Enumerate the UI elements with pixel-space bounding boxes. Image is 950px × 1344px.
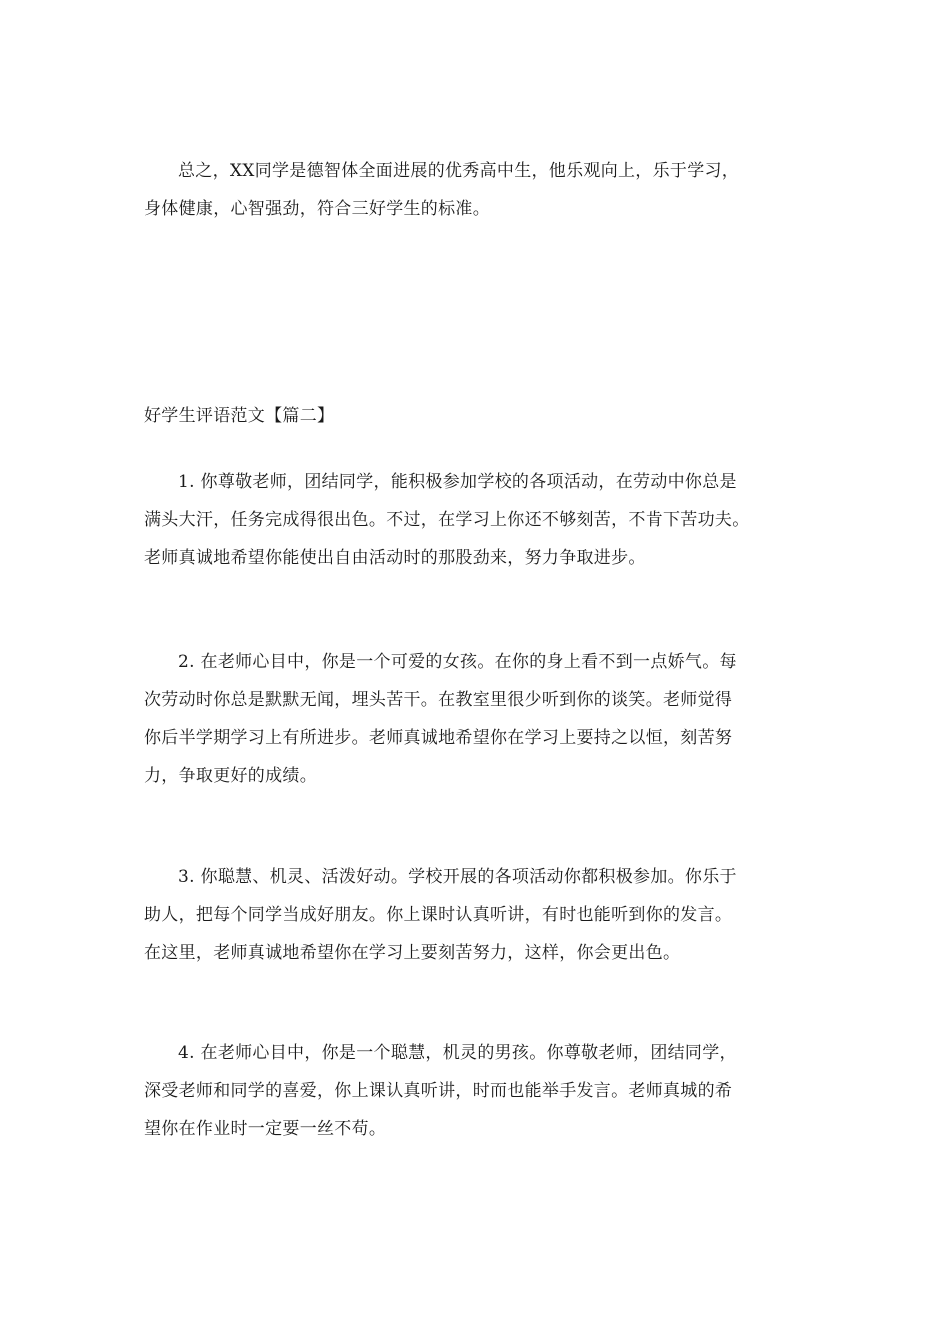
paragraph-line: 力，争取更好的成绩。 (144, 766, 317, 786)
paragraph-line: 身体健康，心智强劲，符合三好学生的标准。 (144, 199, 490, 219)
paragraph-line: 次劳动时你总是默默无闻，埋头苦干。在教室里很少听到你的谈笑。老师觉得 (144, 690, 733, 710)
paragraph-line: 深受老师和同学的喜爱，你上课认真听讲，时而也能举手发言。老师真城的希 (144, 1081, 733, 1101)
paragraph-line: 1. 你尊敬老师，团结同学，能积极参加学校的各项活动，在劳动中你总是 (178, 472, 737, 492)
paragraph-line: 助人，把每个同学当成好朋友。你上课时认真听讲，有时也能听到你的发言。 (144, 905, 733, 925)
paragraph-line: 在这里，老师真诚地希望你在学习上要刻苦努力，这样，你会更出色。 (144, 943, 681, 963)
section-heading (144, 397, 814, 435)
comment-item-3 (144, 858, 814, 972)
paragraph-line: 你后半学期学习上有所进步。老师真诚地希望你在学习上要持之以恒，刻苦努 (144, 728, 733, 748)
paragraph-line: 2. 在老师心目中，你是一个可爱的女孩。在你的身上看不到一点娇气。每 (178, 652, 737, 672)
paragraph-line: 老师真诚地希望你能使出自由活动时的那股劲来，努力争取进步。 (144, 548, 646, 568)
paragraph-line: 总之，XX同学是德智体全面进展的优秀高中生，他乐观向上，乐于学习， (178, 161, 740, 181)
paragraph-line: 4. 在老师心目中，你是一个聪慧，机灵的男孩。你尊敬老师，团结同学， (178, 1043, 737, 1063)
comment-item-1 (144, 463, 814, 577)
section-heading-text: 好学生评语范文【篇二】 (144, 406, 335, 426)
comment-item-4 (144, 1034, 814, 1148)
comment-item-2 (144, 643, 814, 795)
paragraph-line: 望你在作业时一定要一丝不苟。 (144, 1119, 387, 1139)
summary-paragraph (144, 152, 814, 228)
paragraph-line: 3. 你聪慧、机灵、活泼好动。学校开展的各项活动你都积极参加。你乐于 (178, 867, 737, 887)
paragraph-line: 满头大汗，任务完成得很出色。不过，在学习上你还不够刻苦，不肯下苦功夫。 (144, 510, 750, 530)
